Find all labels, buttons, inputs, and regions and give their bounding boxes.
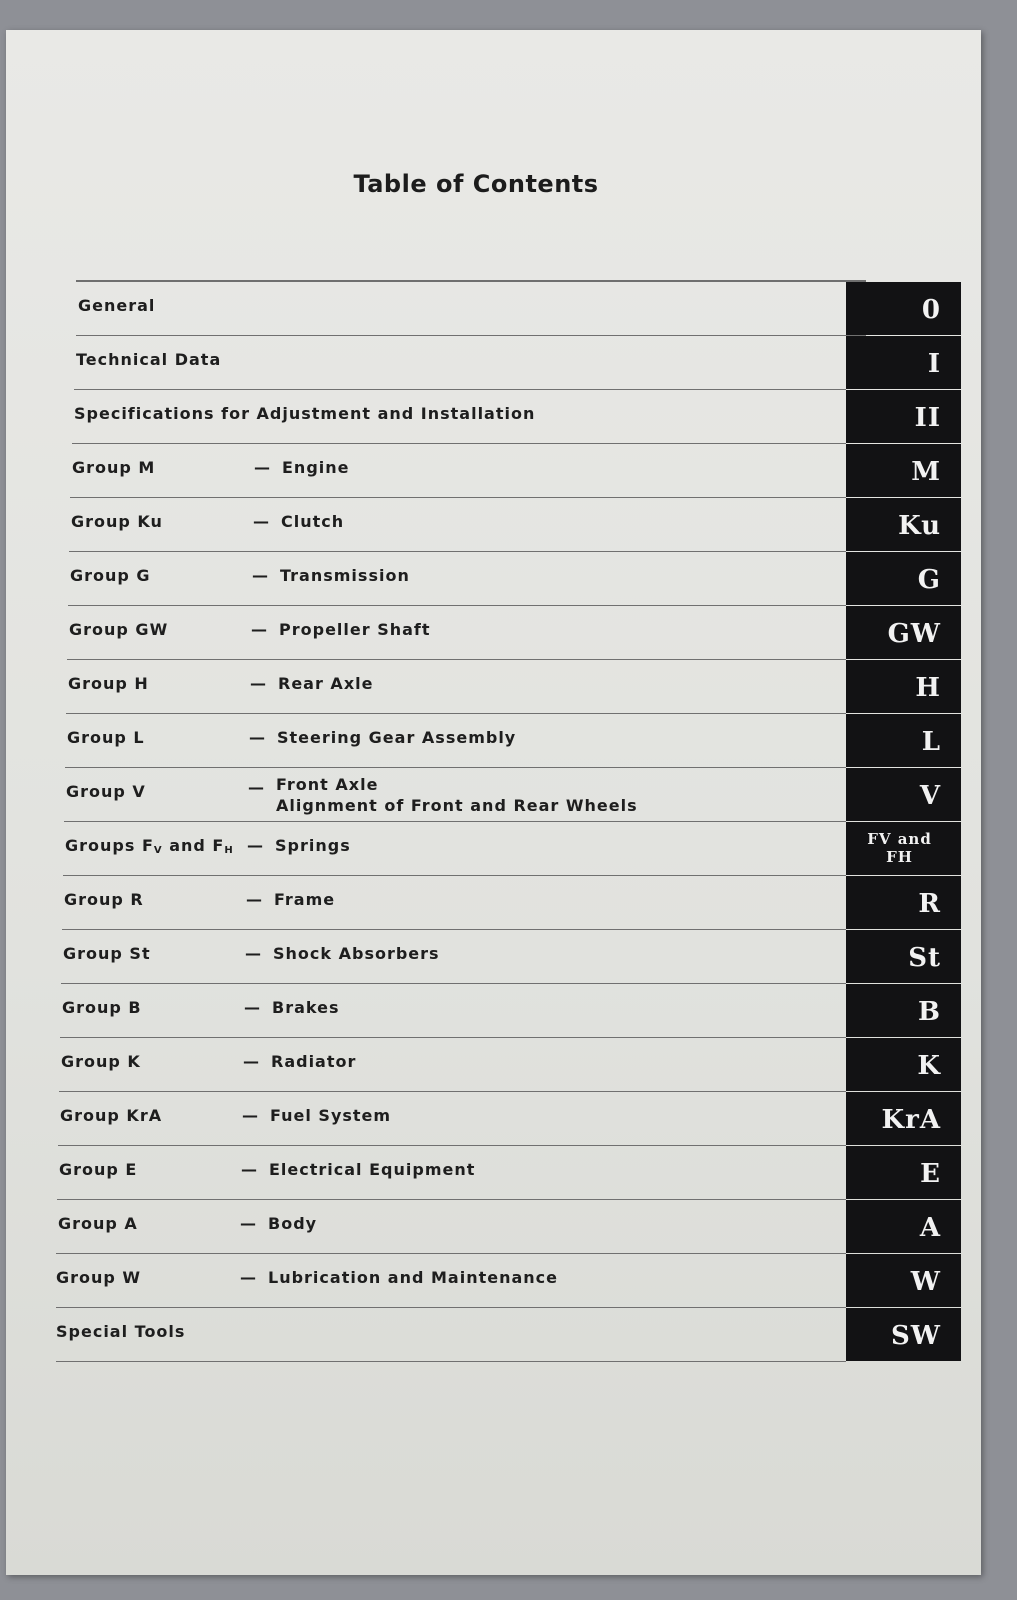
section-tab-E[interactable]: E bbox=[846, 1146, 961, 1199]
group-description: Engine bbox=[282, 458, 350, 477]
group-subscript-v: V bbox=[153, 845, 163, 856]
toc-row-group-r[interactable] bbox=[62, 876, 984, 930]
group-code bbox=[65, 836, 234, 856]
section-tab-B[interactable]: B bbox=[846, 984, 961, 1037]
group-subscript-h: H bbox=[224, 845, 234, 856]
dash: — bbox=[254, 458, 270, 477]
section-tab-M[interactable]: M bbox=[846, 444, 961, 497]
tab-line-1: FV and bbox=[867, 830, 932, 848]
dash: — bbox=[244, 998, 260, 1017]
group-code: Group L bbox=[67, 728, 145, 747]
section-tab-SW[interactable]: SW bbox=[846, 1308, 961, 1361]
dash: — bbox=[251, 620, 267, 639]
group-code: Group GW bbox=[69, 620, 169, 639]
description-line-2: Alignment of Front and Rear Wheels bbox=[276, 796, 638, 815]
section-tab-W[interactable]: W bbox=[846, 1254, 961, 1307]
table-of-contents bbox=[56, 280, 984, 1362]
dash: — bbox=[242, 1106, 258, 1125]
section-tab-St[interactable]: St bbox=[846, 930, 961, 983]
dash: — bbox=[253, 512, 269, 531]
section-tab-V[interactable]: V bbox=[846, 768, 961, 821]
dash: — bbox=[252, 566, 268, 585]
group-description: Clutch bbox=[281, 512, 345, 531]
group-code: Group W bbox=[56, 1268, 142, 1287]
section-tab-GW[interactable]: GW bbox=[846, 606, 961, 659]
group-description: Shock Absorbers bbox=[273, 944, 440, 963]
group-code: Group B bbox=[62, 998, 142, 1017]
group-description: Propeller Shaft bbox=[279, 620, 431, 639]
toc-row-group-m[interactable] bbox=[70, 444, 984, 498]
dash: — bbox=[240, 1214, 256, 1233]
section-tab-R[interactable]: R bbox=[846, 876, 961, 929]
dash: — bbox=[243, 1052, 259, 1071]
toc-row-group-b[interactable] bbox=[60, 984, 984, 1038]
toc-row-special-tools[interactable] bbox=[56, 1308, 984, 1362]
section-tab-G[interactable]: G bbox=[846, 552, 961, 605]
group-description: Lubrication and Maintenance bbox=[268, 1268, 558, 1287]
dash: — bbox=[248, 778, 264, 797]
group-code: Group R bbox=[64, 890, 144, 909]
toc-row-group-e[interactable] bbox=[57, 1146, 984, 1200]
group-description: Frame bbox=[274, 890, 336, 909]
group-description: Transmission bbox=[280, 566, 410, 585]
dash: — bbox=[240, 1268, 256, 1287]
row-rule bbox=[56, 1361, 846, 1362]
group-code: Group KrA bbox=[60, 1106, 163, 1125]
group-code: Group A bbox=[58, 1214, 138, 1233]
toc-row-group-l[interactable] bbox=[65, 714, 984, 768]
section-tab-H[interactable]: H bbox=[846, 660, 961, 713]
toc-row-group-w[interactable] bbox=[56, 1254, 984, 1308]
group-description: Steering Gear Assembly bbox=[277, 728, 517, 747]
group-description: Fuel System bbox=[270, 1106, 392, 1125]
toc-row-general[interactable] bbox=[76, 282, 984, 336]
group-middle: and F bbox=[162, 836, 225, 855]
section-tab-A[interactable]: A bbox=[846, 1200, 961, 1253]
group-code: Group K bbox=[61, 1052, 141, 1071]
toc-row-group-ku[interactable] bbox=[69, 498, 984, 552]
group-description: Springs bbox=[275, 836, 351, 855]
group-code: Group St bbox=[63, 944, 151, 963]
toc-label: Special Tools bbox=[56, 1322, 186, 1341]
group-code: Group Ku bbox=[71, 512, 163, 531]
group-code: Group G bbox=[70, 566, 151, 585]
section-tab-II[interactable]: II bbox=[846, 390, 961, 443]
section-tab-K[interactable]: K bbox=[846, 1038, 961, 1091]
toc-row-group-h[interactable] bbox=[66, 660, 984, 714]
page-title: Table of Contents bbox=[353, 170, 599, 198]
section-tab-L[interactable]: L bbox=[846, 714, 961, 767]
group-description: Radiator bbox=[271, 1052, 357, 1071]
group-description: Body bbox=[268, 1214, 318, 1233]
tab-line-2: FH bbox=[886, 848, 913, 866]
toc-row-group-st[interactable] bbox=[61, 930, 984, 984]
dash: — bbox=[241, 1160, 257, 1179]
toc-row-group-v[interactable] bbox=[64, 768, 984, 822]
toc-label: General bbox=[78, 296, 156, 315]
group-description bbox=[276, 774, 638, 816]
toc-label: Specifications for Adjustment and Installation bbox=[74, 404, 536, 423]
dash: — bbox=[246, 890, 262, 909]
dash: — bbox=[250, 674, 266, 693]
group-description: Rear Axle bbox=[278, 674, 374, 693]
dash: — bbox=[249, 728, 265, 747]
section-tab-KrA[interactable]: KrA bbox=[846, 1092, 961, 1145]
toc-row-groups-fv-fh[interactable] bbox=[63, 822, 984, 876]
group-code: Group H bbox=[68, 674, 149, 693]
group-code: Group V bbox=[66, 782, 146, 801]
section-tab-fv-fh[interactable] bbox=[846, 822, 961, 875]
toc-row-technical-data[interactable] bbox=[74, 336, 984, 390]
toc-row-group-gw[interactable] bbox=[67, 606, 984, 660]
dash: — bbox=[245, 944, 261, 963]
toc-row-group-g[interactable] bbox=[68, 552, 984, 606]
group-description: Electrical Equipment bbox=[269, 1160, 476, 1179]
section-tab-0[interactable]: 0 bbox=[846, 282, 961, 335]
section-tab-Ku[interactable]: Ku bbox=[846, 498, 961, 551]
toc-row-group-kra[interactable] bbox=[58, 1092, 984, 1146]
description-line-1: Front Axle bbox=[276, 775, 379, 794]
group-description: Brakes bbox=[272, 998, 340, 1017]
toc-row-specifications[interactable] bbox=[72, 390, 984, 444]
document-page bbox=[6, 30, 981, 1575]
group-code: Group E bbox=[59, 1160, 138, 1179]
group-prefix: Groups F bbox=[65, 836, 154, 855]
group-code: Group M bbox=[72, 458, 156, 477]
dash: — bbox=[247, 836, 263, 855]
toc-row-group-k[interactable] bbox=[59, 1038, 984, 1092]
toc-row-group-a[interactable] bbox=[56, 1200, 984, 1254]
toc-label: Technical Data bbox=[76, 350, 222, 369]
section-tab-I[interactable]: I bbox=[846, 336, 961, 389]
